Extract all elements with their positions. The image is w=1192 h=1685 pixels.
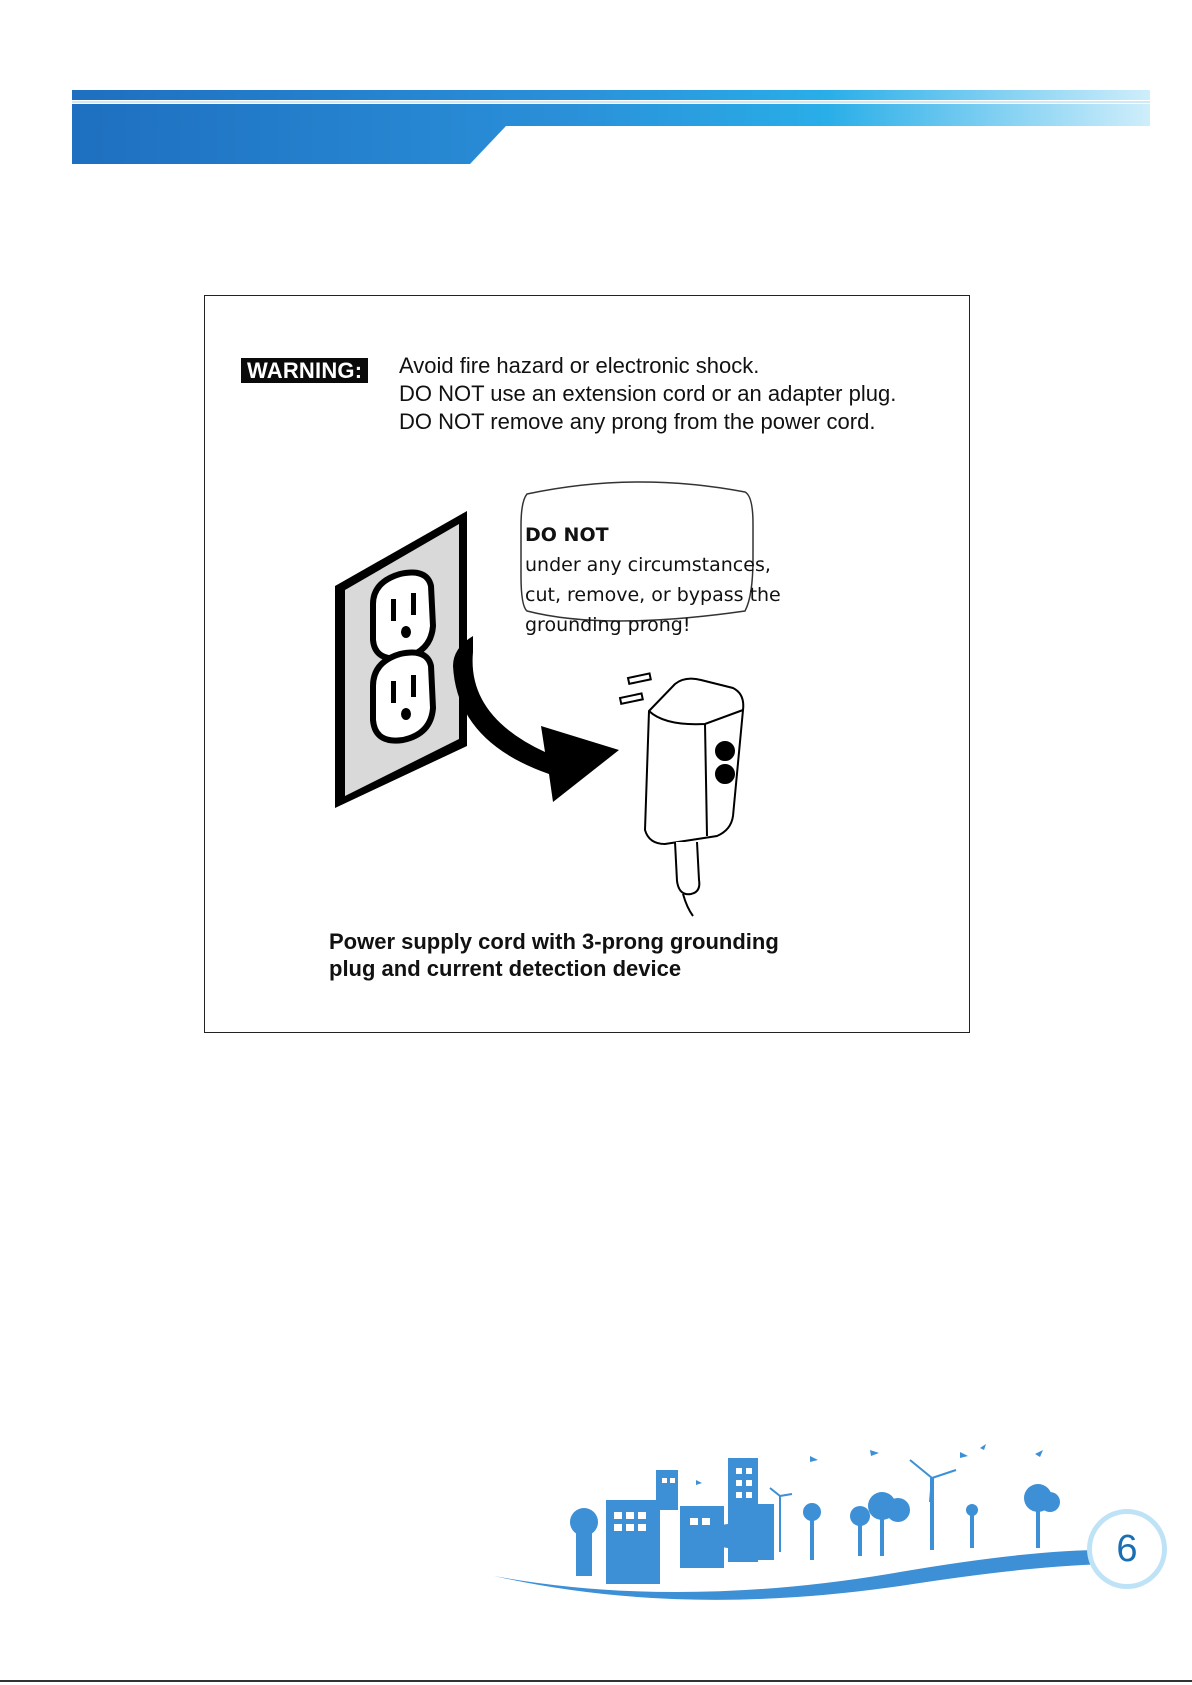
header-banner [0,0,1192,170]
callout-line: under any circumstances, [525,554,771,576]
plug-icon [620,673,743,916]
bottom-rule [0,1680,1192,1682]
warning-line: Avoid fire hazard or electronic shock. [399,353,760,378]
warning-line: DO NOT remove any prong from the power cord. [399,409,876,434]
callout-text [525,520,815,640]
warning-line: DO NOT use an extension cord or an adapter plug. [399,381,897,406]
city-skyline-icon [480,1440,1192,1620]
arrow-icon [453,636,619,802]
warning-label: WARNING: [241,358,368,383]
page-number: 6 [1087,1509,1167,1589]
callout-heading: DO NOT [525,524,609,546]
callout-line: cut, remove, or bypass the [525,584,781,606]
callout-line: grounding prong! [525,614,691,636]
caption-line: plug and current detection device [329,956,682,981]
figure-caption [329,928,779,982]
caption-line: Power supply cord with 3-prong grounding [329,929,779,954]
warning-text [399,352,896,436]
warning-figure [204,295,970,1033]
